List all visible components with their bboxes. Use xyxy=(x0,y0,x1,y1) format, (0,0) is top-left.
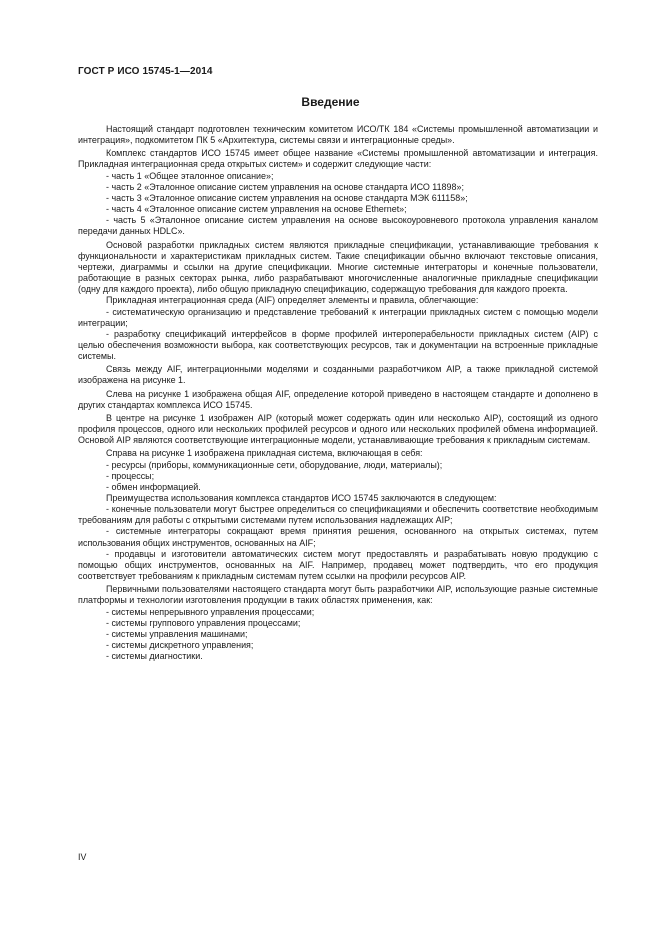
paragraph: Прикладная интеграционная среда (AIF) определяет элементы и правила, облегчающие: xyxy=(106,295,479,306)
body-text xyxy=(78,124,598,662)
list-item: - системы диагностики. xyxy=(106,651,203,662)
list-item: - процессы; xyxy=(106,470,155,481)
section-title: Введение xyxy=(301,95,360,109)
list-item: - разработку спецификаций интерфейсов в форме профилей интероперабельности прикладных систем (AIP) с целью обеспечения возможности выбора, как соответствующих ресурсов, так и документации на встроенные прикладные системы. xyxy=(78,328,598,362)
list-item: - конечные пользователи могут быстрее определиться со спецификациями и обеспечить соответствие необходимым требованиям для работы с открытыми системами путем использования надлежащих AIP; xyxy=(78,504,598,526)
paragraph: Связь между AIF, интеграционными моделями и созданными разработчиком AIP, а также прикладной системой изображена на рисунке 1. xyxy=(78,364,598,386)
list-item: - часть 1 «Общее эталонное описание»; xyxy=(106,170,274,181)
list-item: - продавцы и изготовители автоматических систем могут предоставлять и разрабатывать новую продукцию с помощью общих инструментов, основанных на AIF. Например, продавец может подтвердить, что его продукция соответствует требованиям к прикладным системам путем ссылки на профили ресурсов AIP. xyxy=(78,548,598,582)
list-item: - часть 3 «Эталонное описание систем управления на основе стандарта МЭК 611158»; xyxy=(106,192,468,203)
list-item: - часть 4 «Эталонное описание систем управления на основе Ethernet»; xyxy=(106,204,407,215)
paragraph: Преимущества использования комплекса стандартов ИСО 15745 заключаются в следующем: xyxy=(106,493,497,503)
list-item: - обмен информацией. xyxy=(106,481,201,492)
paragraph: Основой разработки прикладных систем являются прикладные спецификации, устанавливающие требования к функциональности и характеристикам прикладных систем. Такие спецификации обычно включают текстовые описания, чертежи, диаграммы и ссылки на другие спецификации. Многие системные интеграторы и конечные пользователи, работающие в разных секторах рынка, либо разрабатывают многочисленные аналогичные прикладные спецификации (одну для каждого проекта), либо общую прикладную спецификацию, содержащую требования для каждого проекта. xyxy=(78,239,598,295)
list-item: - часть 5 «Эталонное описание систем управления на основе высокоуровневого протокола управления каналом передачи данных HDLC». xyxy=(78,215,598,237)
list-item: - системы непрерывного управления процессами; xyxy=(106,606,315,617)
list-item: - системы дискретного управления; xyxy=(106,640,254,651)
paragraph: Слева на рисунке 1 изображена общая AIF, определение которой приведено в настоящем стандарте и дополнено в других стандартах комплекса ИСО 15745. xyxy=(78,388,598,410)
list-item: - систематическую организацию и представление требований к интеграции прикладных систем с помощью модели интеграции; xyxy=(78,306,598,328)
paragraph: Первичными пользователями настоящего стандарта могут быть разработчики AIP, использующие разные системные платформы и технологии изготовления продукции в таких областях применения, как: xyxy=(78,584,598,606)
page-number: IV xyxy=(78,852,87,862)
list-item: - системы группового управления процессами; xyxy=(106,617,301,628)
paragraph: В центре на рисунке 1 изображен AIP (который может содержать один или несколько AIP), состоящий из одного профиля процессов, одного или нескольких профилей ресурсов и одного или нескольких профилей обмена информацией. Основой AIP являются соответствующие интеграционные модели, устанавливающие требования к прикладным системам. xyxy=(78,412,598,446)
list-item: - системные интеграторы сокращают время принятия решения, основанного на открытых системах, путем использования общих инструментов, основанных на AIF; xyxy=(78,526,598,548)
standard-header: ГОСТ Р ИСО 15745-1—2014 xyxy=(78,66,213,77)
paragraph: Комплекс стандартов ИСО 15745 имеет общее название «Системы промышленной автоматизации и интеграция. Прикладная интеграционная среда открытых систем» и содержит следующие части: xyxy=(78,148,598,170)
list-item: - часть 2 «Эталонное описание систем управления на основе стандарта ИСО 11898»; xyxy=(106,181,464,192)
list-item: - системы управления машинами; xyxy=(106,628,248,639)
paragraph: Справа на рисунке 1 изображена прикладная система, включающая в себя: xyxy=(106,448,423,459)
list-item: - ресурсы (приборы, коммуникационные сети, оборудование, люди, материалы); xyxy=(106,459,443,470)
paragraph: Настоящий стандарт подготовлен техническим комитетом ИСО/ТК 184 «Системы промышленной автоматизации и интеграция», подкомитетом ПК 5 «Архитектура, системы связи и интеграционные среды». xyxy=(78,124,598,146)
